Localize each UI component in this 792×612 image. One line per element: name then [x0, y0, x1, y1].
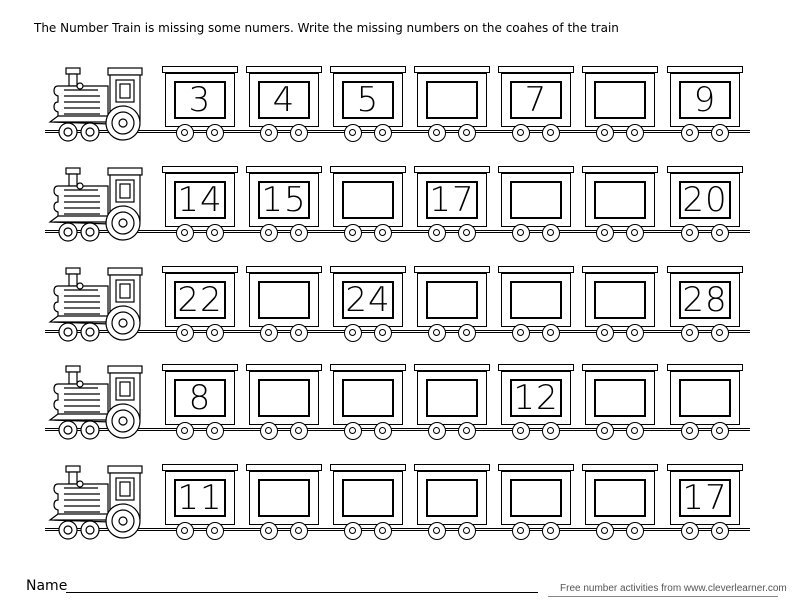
coach-roof: [246, 364, 322, 371]
coach-number: 28: [679, 281, 731, 319]
name-line[interactable]: [66, 592, 538, 593]
wheel-icon: [344, 224, 362, 242]
train-row: [0, 66, 792, 148]
coach-number-blank[interactable]: [510, 479, 562, 517]
train-coach: [414, 364, 490, 446]
coach-roof: [414, 66, 490, 73]
coach-roof: [162, 166, 238, 173]
coach-roof: [498, 66, 574, 73]
train-row: [0, 364, 792, 446]
wheel-icon: [711, 324, 729, 342]
coach-body: [333, 173, 403, 227]
coach-roof: [330, 66, 406, 73]
wheel-icon: [681, 422, 699, 440]
train-coach: [667, 166, 743, 248]
coach-body: [670, 173, 740, 227]
train-coach: [162, 364, 238, 446]
coach-roof: [162, 464, 238, 471]
wheel-icon: [206, 422, 224, 440]
wheel-icon: [458, 522, 476, 540]
coach-body: [249, 273, 319, 327]
train-coach: [330, 66, 406, 148]
coach-number-blank[interactable]: [594, 379, 646, 417]
wheel-icon: [290, 522, 308, 540]
wheel-icon: [374, 522, 392, 540]
wheel-icon: [542, 522, 560, 540]
coach-body: [333, 371, 403, 425]
wheel-icon: [428, 124, 446, 142]
coach-number-blank[interactable]: [679, 379, 731, 417]
wheel-icon: [512, 324, 530, 342]
wheel-icon: [176, 124, 194, 142]
coach-number-blank[interactable]: [510, 181, 562, 219]
wheel-icon: [711, 124, 729, 142]
coach-body: [585, 73, 655, 127]
wheel-icon: [542, 422, 560, 440]
coach-body: [249, 371, 319, 425]
coach-body: [165, 73, 235, 127]
coach-roof: [414, 266, 490, 273]
locomotive-icon: [44, 464, 154, 546]
coach-number: 17: [426, 181, 478, 219]
coach-number-blank[interactable]: [510, 281, 562, 319]
wheel-icon: [542, 224, 560, 242]
locomotive-icon: [44, 364, 154, 446]
wheel-icon: [374, 324, 392, 342]
footer-credit: Free number activities from www.cleverlearner.com: [560, 583, 787, 594]
wheel-icon: [176, 324, 194, 342]
wheel-icon: [458, 124, 476, 142]
coach-number: 4: [258, 81, 310, 119]
coach-number-blank[interactable]: [594, 281, 646, 319]
coach-roof: [414, 166, 490, 173]
train-coach: [498, 464, 574, 546]
coach-number: 7: [510, 81, 562, 119]
coach-roof: [330, 464, 406, 471]
coach-number-blank[interactable]: [594, 81, 646, 119]
name-label: Name: [26, 578, 68, 594]
coach-number-blank[interactable]: [426, 479, 478, 517]
coach-roof: [582, 364, 658, 371]
coach-roof: [414, 364, 490, 371]
wheel-icon: [512, 522, 530, 540]
wheel-icon: [344, 324, 362, 342]
coach-roof: [582, 66, 658, 73]
wheel-icon: [344, 422, 362, 440]
coach-roof: [667, 66, 743, 73]
wheel-icon: [428, 422, 446, 440]
coach-number-blank[interactable]: [594, 181, 646, 219]
coach-roof: [582, 266, 658, 273]
coach-roof: [246, 266, 322, 273]
wheel-icon: [206, 224, 224, 242]
coach-number: 20: [679, 181, 731, 219]
wheel-icon: [512, 224, 530, 242]
wheel-icon: [176, 522, 194, 540]
wheel-icon: [260, 124, 278, 142]
train-coach: [498, 66, 574, 148]
coach-roof: [498, 266, 574, 273]
coach-body: [333, 73, 403, 127]
wheel-icon: [428, 224, 446, 242]
train-coach: [162, 166, 238, 248]
wheel-icon: [206, 522, 224, 540]
coach-body: [165, 273, 235, 327]
coach-body: [249, 73, 319, 127]
instructions-text: The Number Train is missing some numers. Write the missing numbers on the coahes of the train: [34, 21, 619, 35]
coach-roof: [667, 166, 743, 173]
wheel-icon: [344, 522, 362, 540]
wheel-icon: [681, 224, 699, 242]
coach-body: [165, 173, 235, 227]
coach-body: [501, 73, 571, 127]
coach-roof: [498, 166, 574, 173]
wheel-icon: [374, 422, 392, 440]
coach-body: [333, 273, 403, 327]
wheel-icon: [626, 224, 644, 242]
coach-roof: [330, 166, 406, 173]
wheel-icon: [458, 224, 476, 242]
coach-number-blank[interactable]: [426, 281, 478, 319]
wheel-icon: [512, 422, 530, 440]
wheel-icon: [711, 224, 729, 242]
coach-number-blank[interactable]: [342, 379, 394, 417]
train-coach: [414, 464, 490, 546]
coach-roof: [498, 464, 574, 471]
wheel-icon: [458, 422, 476, 440]
wheel-icon: [626, 124, 644, 142]
coach-body: [670, 273, 740, 327]
train-row: [0, 166, 792, 248]
footer-rule: [548, 596, 778, 597]
coach-body: [249, 173, 319, 227]
coach-roof: [246, 166, 322, 173]
coach-number-blank[interactable]: [426, 379, 478, 417]
wheel-icon: [290, 224, 308, 242]
train-coach: [246, 364, 322, 446]
wheel-icon: [260, 422, 278, 440]
wheel-icon: [512, 124, 530, 142]
train-coach: [582, 266, 658, 348]
wheel-icon: [681, 324, 699, 342]
train-coach: [330, 266, 406, 348]
coach-body: [585, 371, 655, 425]
coach-body: [417, 371, 487, 425]
coach-number-blank[interactable]: [258, 281, 310, 319]
coach-body: [249, 471, 319, 525]
coach-number: 8: [174, 379, 226, 417]
wheel-icon: [260, 324, 278, 342]
wheel-icon: [206, 124, 224, 142]
wheel-icon: [596, 224, 614, 242]
coach-body: [501, 273, 571, 327]
coach-body: [165, 371, 235, 425]
coach-number: 22: [174, 281, 226, 319]
coach-roof: [330, 266, 406, 273]
locomotive-icon: [44, 66, 154, 148]
wheel-icon: [428, 522, 446, 540]
wheel-icon: [374, 224, 392, 242]
coach-number: 11: [174, 479, 226, 517]
coach-number: 14: [174, 181, 226, 219]
coach-roof: [246, 66, 322, 73]
wheel-icon: [596, 324, 614, 342]
train-coach: [498, 364, 574, 446]
coach-body: [165, 471, 235, 525]
coach-number: 17: [679, 479, 731, 517]
coach-number-blank[interactable]: [342, 479, 394, 517]
coach-body: [333, 471, 403, 525]
wheel-icon: [290, 422, 308, 440]
coach-number-blank[interactable]: [258, 479, 310, 517]
train-coach: [582, 464, 658, 546]
coach-number: 24: [342, 281, 394, 319]
wheel-icon: [458, 324, 476, 342]
coach-roof: [162, 266, 238, 273]
wheel-icon: [711, 522, 729, 540]
coach-number: 5: [342, 81, 394, 119]
train-coach: [498, 166, 574, 248]
train-coach: [414, 66, 490, 148]
wheel-icon: [596, 422, 614, 440]
wheel-icon: [176, 224, 194, 242]
coach-number-blank[interactable]: [594, 479, 646, 517]
coach-body: [501, 371, 571, 425]
train-coach: [246, 464, 322, 546]
train-coach: [667, 66, 743, 148]
train-row: [0, 464, 792, 546]
coach-roof: [582, 464, 658, 471]
train-coach: [246, 166, 322, 248]
train-coach: [246, 266, 322, 348]
coach-roof: [498, 364, 574, 371]
coach-roof: [582, 166, 658, 173]
train-coach: [667, 266, 743, 348]
locomotive-icon: [44, 266, 154, 348]
train-coach: [414, 166, 490, 248]
wheel-icon: [290, 324, 308, 342]
coach-roof: [330, 364, 406, 371]
train-coach: [582, 66, 658, 148]
coach-body: [585, 173, 655, 227]
wheel-icon: [260, 224, 278, 242]
wheel-icon: [206, 324, 224, 342]
coach-number: 3: [174, 81, 226, 119]
coach-number-blank[interactable]: [342, 181, 394, 219]
wheel-icon: [176, 422, 194, 440]
wheel-icon: [374, 124, 392, 142]
train-row: [0, 266, 792, 348]
coach-number: 15: [258, 181, 310, 219]
train-coach: [414, 266, 490, 348]
train-coach: [162, 66, 238, 148]
coach-roof: [162, 66, 238, 73]
coach-body: [670, 471, 740, 525]
wheel-icon: [681, 124, 699, 142]
train-coach: [162, 266, 238, 348]
wheel-icon: [290, 124, 308, 142]
wheel-icon: [428, 324, 446, 342]
coach-body: [417, 73, 487, 127]
coach-number-blank[interactable]: [426, 81, 478, 119]
wheel-icon: [626, 422, 644, 440]
wheel-icon: [542, 124, 560, 142]
wheel-icon: [711, 422, 729, 440]
coach-number-blank[interactable]: [258, 379, 310, 417]
wheel-icon: [626, 324, 644, 342]
coach-roof: [667, 364, 743, 371]
coach-body: [585, 273, 655, 327]
coach-roof: [667, 464, 743, 471]
train-coach: [582, 364, 658, 446]
train-coach: [667, 364, 743, 446]
wheel-icon: [260, 522, 278, 540]
coach-body: [417, 471, 487, 525]
coach-body: [417, 173, 487, 227]
train-coach: [162, 464, 238, 546]
train-coach: [330, 464, 406, 546]
wheel-icon: [681, 522, 699, 540]
train-coach: [498, 266, 574, 348]
train-coach: [582, 166, 658, 248]
train-coach: [330, 364, 406, 446]
train-coach: [246, 66, 322, 148]
coach-body: [501, 471, 571, 525]
coach-roof: [246, 464, 322, 471]
locomotive-icon: [44, 166, 154, 248]
wheel-icon: [596, 124, 614, 142]
coach-body: [417, 273, 487, 327]
wheel-icon: [542, 324, 560, 342]
wheel-icon: [344, 124, 362, 142]
coach-body: [585, 471, 655, 525]
coach-roof: [667, 266, 743, 273]
train-coach: [330, 166, 406, 248]
train-coach: [667, 464, 743, 546]
wheel-icon: [626, 522, 644, 540]
wheel-icon: [596, 522, 614, 540]
coach-roof: [414, 464, 490, 471]
coach-body: [670, 73, 740, 127]
coach-body: [670, 371, 740, 425]
coach-roof: [162, 364, 238, 371]
coach-body: [501, 173, 571, 227]
coach-number: 12: [510, 379, 562, 417]
coach-number: 9: [679, 81, 731, 119]
